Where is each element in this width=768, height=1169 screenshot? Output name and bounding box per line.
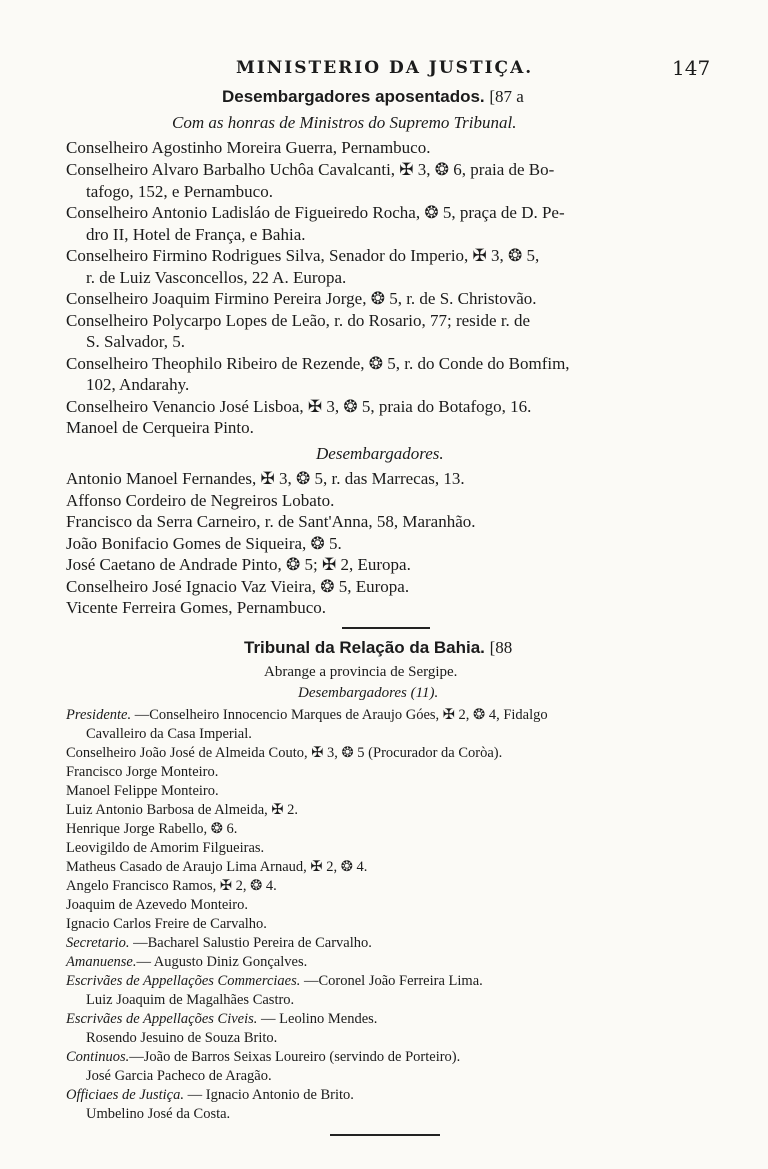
section-heading — [244, 638, 512, 658]
page-number: 147 — [672, 56, 711, 80]
list-item-continuation: Cavalleiro da Casa Imperial. — [86, 726, 252, 742]
list-item: Conselheiro Theophilo Ribeiro de Rezende, ❂ 5, r. do Conde do Bomfim, — [66, 354, 570, 373]
entry-label: Officiaes de Justiça. — [66, 1087, 184, 1103]
list-item-continuation: r. de Luiz Vasconcellos, 22 A. Europa. — [86, 268, 347, 287]
entry-label: Amanuense. — [66, 954, 137, 970]
list-item: Affonso Cordeiro de Negreiros Lobato. — [66, 491, 335, 510]
section-subheading: Desembargadores (11). — [298, 685, 439, 701]
entry-text: —Conselheiro Innocencio Marques de Araujo Góes, ✠ 2, ❂ 4, Fidalgo — [131, 707, 548, 723]
list-item: Antonio Manoel Fernandes, ✠ 3, ❂ 5, r. das Marrecas, 13. — [66, 469, 465, 488]
list-item: Conselheiro João José de Almeida Couto, ✠ 3, ❂ 5 (Procurador da Coròa). — [66, 745, 503, 761]
list-item: Manoel Felippe Monteiro. — [66, 783, 219, 799]
entry-label: Continuos. — [66, 1049, 130, 1065]
list-item: Continuos.—João de Barros Seixas Loureiro (servindo de Porteiro). — [66, 1049, 461, 1065]
list-item: Conselheiro José Ignacio Vaz Vieira, ❂ 5, Europa. — [66, 577, 410, 596]
section-subheading: Com as honras de Ministros do Supremo Tribunal. — [172, 113, 517, 132]
entry-label: Presidente. — [66, 707, 132, 723]
list-item: Angelo Francisco Ramos, ✠ 2, ❂ 4. — [66, 878, 277, 894]
list-item: José Caetano de Andrade Pinto, ❂ 5; ✠ 2, Europa. — [66, 555, 411, 574]
list-item-continuation: dro II, Hotel de França, e Bahia. — [86, 225, 306, 244]
heading-text: Tribunal da Relação da Bahia. — [244, 638, 485, 657]
list-item: Conselheiro Venancio José Lisboa, ✠ 3, ❂ 5, praia do Botafogo, 16. — [66, 397, 532, 416]
list-item: Conselheiro Agostinho Moreira Guerra, Pernambuco. — [66, 138, 431, 157]
section-heading — [222, 87, 524, 107]
list-item-continuation: tafogo, 152, e Pernambuco. — [86, 182, 273, 201]
running-header — [0, 58, 768, 82]
header-title: MINISTERIO DA JUSTIÇA. — [236, 58, 534, 78]
list-item: Henrique Jorge Rabello, ❂ 6. — [66, 821, 238, 837]
heading-ref: [87 a — [489, 87, 524, 106]
list-item: Manoel de Cerqueira Pinto. — [66, 418, 254, 437]
divider-rule-bottom — [330, 1134, 440, 1136]
list-item: Conselheiro Joaquim Firmino Pereira Jorge, ❂ 5, r. de S. Christovão. — [66, 289, 537, 308]
list-item — [66, 707, 548, 724]
list-item: Amanuense.— Augusto Diniz Gonçalves. — [66, 954, 308, 970]
list-item: João Bonifacio Gomes de Siqueira, ❂ 5. — [66, 534, 342, 553]
list-item: Escrivães de Appellações Civeis. — Leolino Mendes. — [66, 1011, 378, 1027]
heading-ref: [88 — [489, 638, 513, 657]
entry-label: Escrivães de Appellações Commerciaes. — [66, 973, 301, 989]
entry-label: Escrivães de Appellações Civeis. — [66, 1011, 258, 1027]
list-item: Matheus Casado de Araujo Lima Arnaud, ✠ 2, ❂ 4. — [66, 859, 368, 875]
list-item: Escrivães de Appellações Commerciaes. —Coronel João Ferreira Lima. — [66, 973, 483, 989]
list-item: Francisco da Serra Carneiro, r. de Sant'Anna, 58, Maranhão. — [66, 512, 476, 531]
list-item-continuation: 102, Andarahy. — [86, 375, 190, 394]
list-item: Conselheiro Antonio Ladisláo de Figueiredo Rocha, ❂ 5, praça de D. Pe- — [66, 203, 565, 222]
list-item-continuation: José Garcia Pacheco de Aragão. — [86, 1068, 272, 1084]
section-heading: Desembargadores. — [316, 444, 444, 463]
list-item: Secretario. —Bacharel Salustio Pereira de Carvalho. — [66, 935, 372, 951]
list-item: Ignacio Carlos Freire de Carvalho. — [66, 916, 267, 932]
section-note: Abrange a provincia de Sergipe. — [264, 664, 458, 680]
entry-label: Secretario. — [66, 935, 130, 951]
list-item-continuation: Luiz Joaquim de Magalhães Castro. — [86, 992, 295, 1008]
list-item: Francisco Jorge Monteiro. — [66, 764, 219, 780]
heading-text: Desembargadores aposentados. — [222, 87, 485, 106]
list-item: Officiaes de Justiça. — Ignacio Antonio de Brito. — [66, 1087, 354, 1103]
list-item: Conselheiro Alvaro Barbalho Uchôa Cavalcanti, ✠ 3, ❂ 6, praia de Bo- — [66, 160, 555, 179]
list-item-continuation: Umbelino José da Costa. — [86, 1106, 231, 1122]
list-item: Vicente Ferreira Gomes, Pernambuco. — [66, 598, 327, 617]
list-item-continuation: S. Salvador, 5. — [86, 332, 185, 351]
list-item: Conselheiro Firmino Rodrigues Silva, Senador do Imperio, ✠ 3, ❂ 5, — [66, 246, 540, 265]
divider-rule — [342, 627, 430, 629]
list-item: Leovigildo de Amorim Filgueiras. — [66, 840, 265, 856]
list-item: Conselheiro Polycarpo Lopes de Leão, r. do Rosario, 77; reside r. de — [66, 311, 531, 330]
list-item-continuation: Rosendo Jesuino de Souza Brito. — [86, 1030, 278, 1046]
list-item: Luiz Antonio Barbosa de Almeida, ✠ 2. — [66, 802, 299, 818]
list-item: Joaquim de Azevedo Monteiro. — [66, 897, 249, 913]
